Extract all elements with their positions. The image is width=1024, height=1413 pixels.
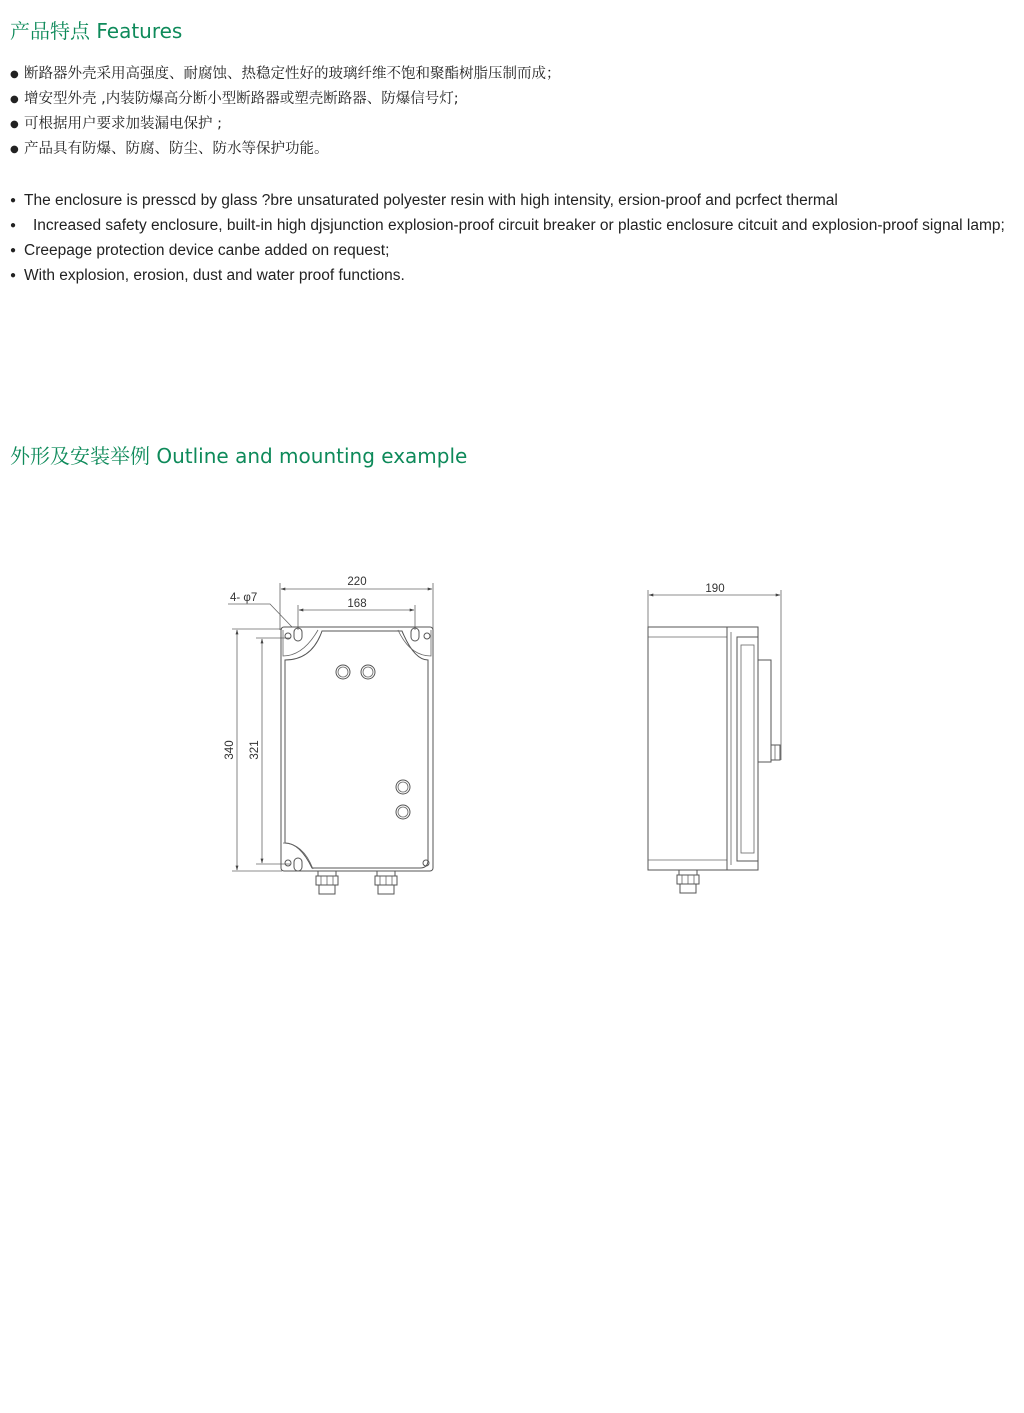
feature-item-zh: ● 增安型外壳 ,内装防爆高分断小型断路器或塑壳断路器、防爆信号灯;	[10, 87, 1010, 112]
feature-item-en: ● Creepage protection device canbe added on request;	[10, 238, 1010, 263]
dim-hole-spacing-width: 168	[347, 598, 367, 610]
dim-depth: 190	[705, 583, 725, 595]
cable-gland	[316, 871, 338, 894]
dim-overall-height: 340	[224, 740, 236, 760]
cable-gland	[677, 870, 699, 893]
feature-item-zh: ● 产品具有防爆、防腐、防尘、防水等保护功能。	[10, 137, 1010, 162]
feature-item-en: ● The enclosure is presscd by glass ?bre unsaturated polyester resin with high intensity, ersion-proof and pcrfect thermal	[10, 188, 1010, 213]
outline-drawing	[0, 560, 1024, 920]
feature-item-zh: ● 可根据用户要求加装漏电保护 ;	[10, 112, 1010, 137]
front-view	[224, 576, 433, 894]
feature-item-en: ● With explosion, erosion, dust and water proof functions.	[10, 263, 1010, 288]
outline-title: 外形及安装举例 Outline and mounting example	[10, 444, 468, 468]
features-list-zh	[10, 62, 1010, 162]
feature-item-zh: ● 断路器外壳采用高强度、耐腐蚀、热稳定性好的玻璃纤维不饱和聚酯树脂压制而成；	[10, 62, 1010, 87]
features-list-en	[10, 188, 1010, 288]
side-view	[648, 583, 781, 893]
dim-overall-width: 220	[347, 576, 367, 588]
dim-hole-spacing-height: 321	[249, 740, 261, 760]
holes-label: 4- φ7	[230, 592, 258, 604]
cable-gland	[375, 871, 397, 894]
features-title: 产品特点 Features	[10, 19, 183, 43]
feature-item-en: ● Increased safety enclosure, built-in high djsjunction explosion-proof circuit breaker or plastic enclosure citcuit and explosion-proof signal lamp;	[10, 213, 1010, 238]
